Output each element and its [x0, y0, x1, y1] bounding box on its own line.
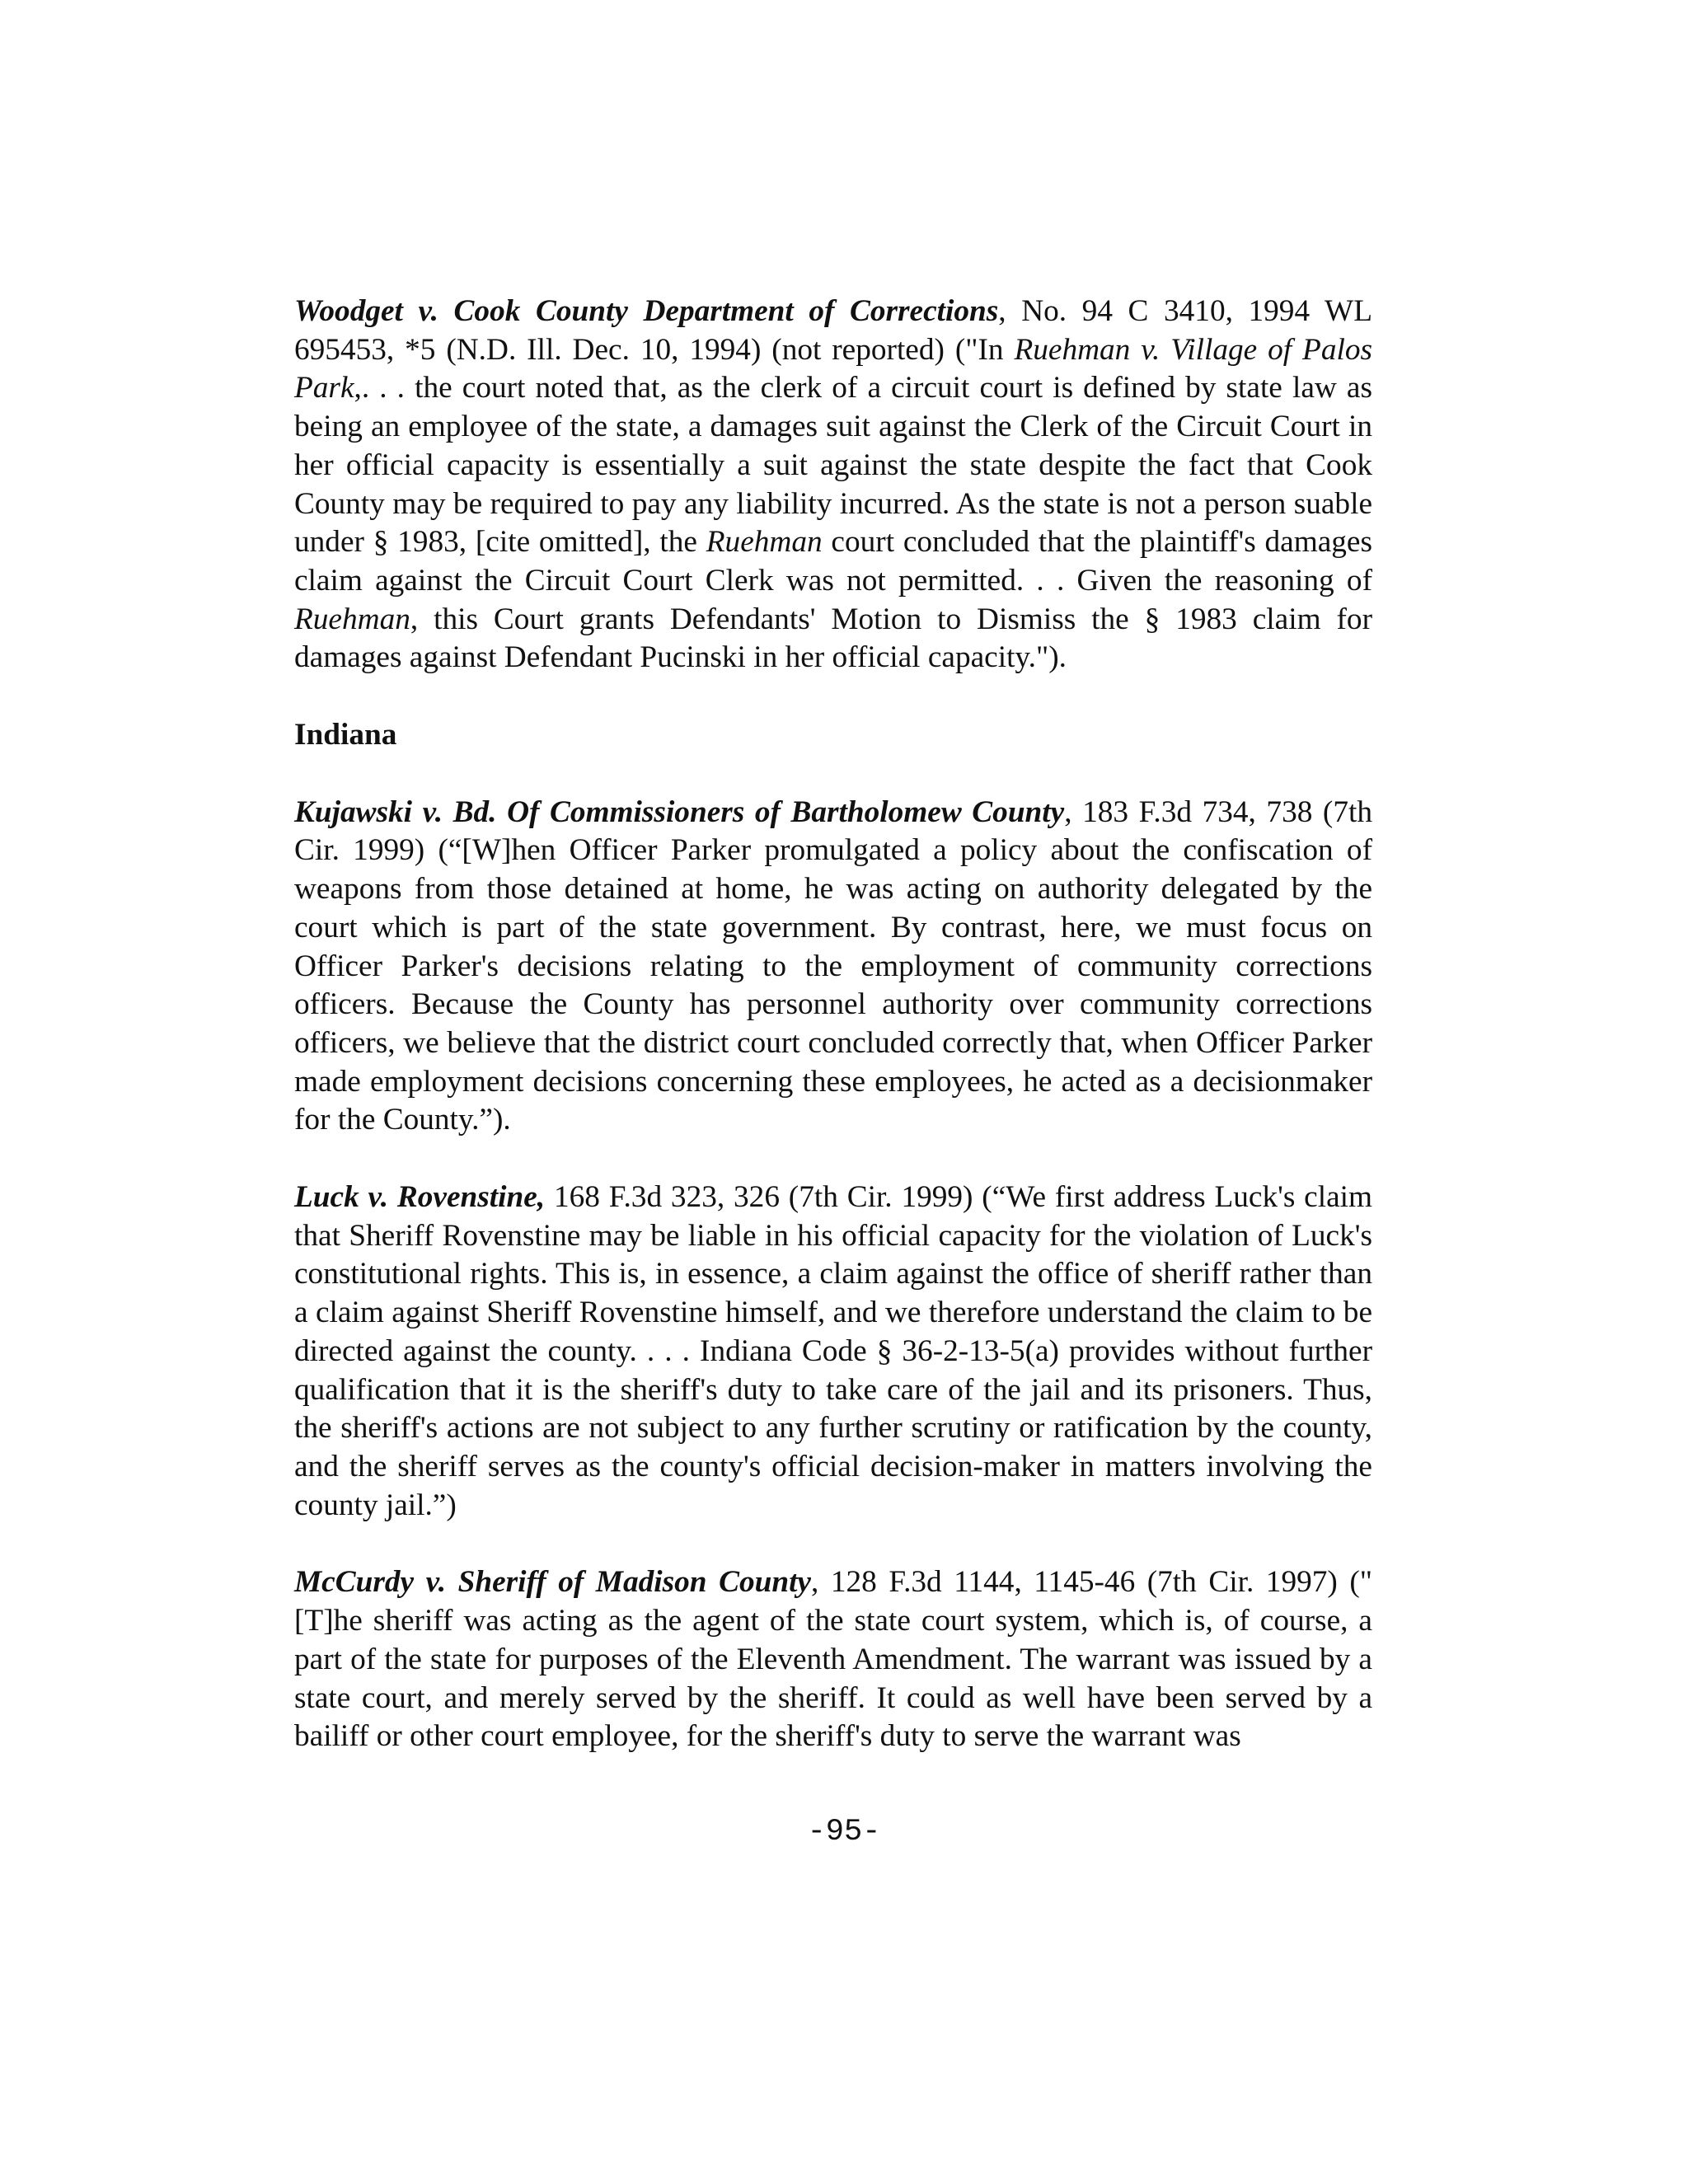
case-name: Woodget v. Cook County Department of Corrections [294, 294, 999, 328]
italic-case-reference: Ruehman [706, 525, 823, 560]
page-content [294, 293, 1372, 1795]
quote-text: ,. . . the court noted that, as the clerk of a circuit court is defined by state law as being an employee of the state, a damages suit against the Clerk of the Circuit Court in her official capacity is essentially a suit against the state despite the fact that Cook County may be required to pay any liability incurred. As the state is not a person suable under § 1983, [cite omitted], the [294, 371, 1372, 560]
citation-text: , 128 F.3d 1144, 1145-46 (7th Cir. 1997) ("[T]he sheriff was acting as the agent of the state court system, which is, of course, a part of the state for purposes of the Eleventh Amendment. The warrant was issued by a state court, and merely served by the sheriff. It could as well have been served by a bailiff or other court employee, for the sheriff's duty to serve the warrant was [294, 1565, 1372, 1754]
paragraph-kujawski [294, 794, 1372, 1140]
case-name: Kujawski v. Bd. Of Commissioners of Bartholomew County [294, 794, 1065, 829]
citation-text: 168 F.3d 323, 326 (7th Cir. 1999) (“We first address Luck's claim that Sheriff Rovenstine may be liable in his official capacity for the violation of Luck's constitutional rights. This is, in essence, a claim against the office of sheriff rather than a claim against Sheriff Rovenstine himself, and we therefore understand the claim to be directed against the county. . . . Indiana Code § 36-2-13-5(a) provides without further qualification that it is the sheriff's duty to take care of the jail and its prisoners. Thus, the sheriff's actions are not subject to any further scrutiny or ratification by the county, and the sheriff serves as the county's official decision-maker in matters involving the county jail.”) [294, 1180, 1373, 1522]
italic-case-reference: Ruehman [294, 602, 410, 636]
citation-text: , 183 F.3d 734, 738 (7th Cir. 1999) (“[W]hen Officer Parker promulgated a policy about the confiscation of weapons from those detained at home, he was acting on authority delegated by the court which is part of the state government. By contrast, here, we must focus on Officer Parker's decisions relating to the employment of community corrections officers. Because the County has personnel authority over community corrections officers, we believe that the district court concluded correctly that, when Officer Parker made employment decisions concerning these employees, he acted as a decisionmaker for the County.”). [294, 794, 1373, 1137]
paragraph-luck [294, 1179, 1372, 1525]
page-number: -95- [807, 1815, 881, 1849]
section-heading-indiana: Indiana [294, 718, 397, 752]
case-name: Luck v. Rovenstine, [294, 1180, 546, 1215]
case-name: McCurdy v. Sheriff of Madison County [294, 1565, 811, 1600]
italic-case-reference: Ruehman v. Village of Palos Park [294, 332, 1372, 405]
paragraph-woodget [294, 293, 1372, 677]
quote-text: , this Court grants Defendants' Motion to Dismiss the § 1983 claim for damages against Defendant Pucinski in her official capacity."). [294, 602, 1372, 675]
quote-text: court concluded that the plaintiff's damages claim against the Circuit Court Clerk was not permitted. . . Given the reasoning of [294, 525, 1372, 598]
paragraph-mccurdy [294, 1563, 1372, 1756]
citation-text: , No. 94 C 3410, 1994 WL 695453, *5 (N.D. Ill. Dec. 10, 1994) (not reported) ("In [294, 294, 1372, 367]
